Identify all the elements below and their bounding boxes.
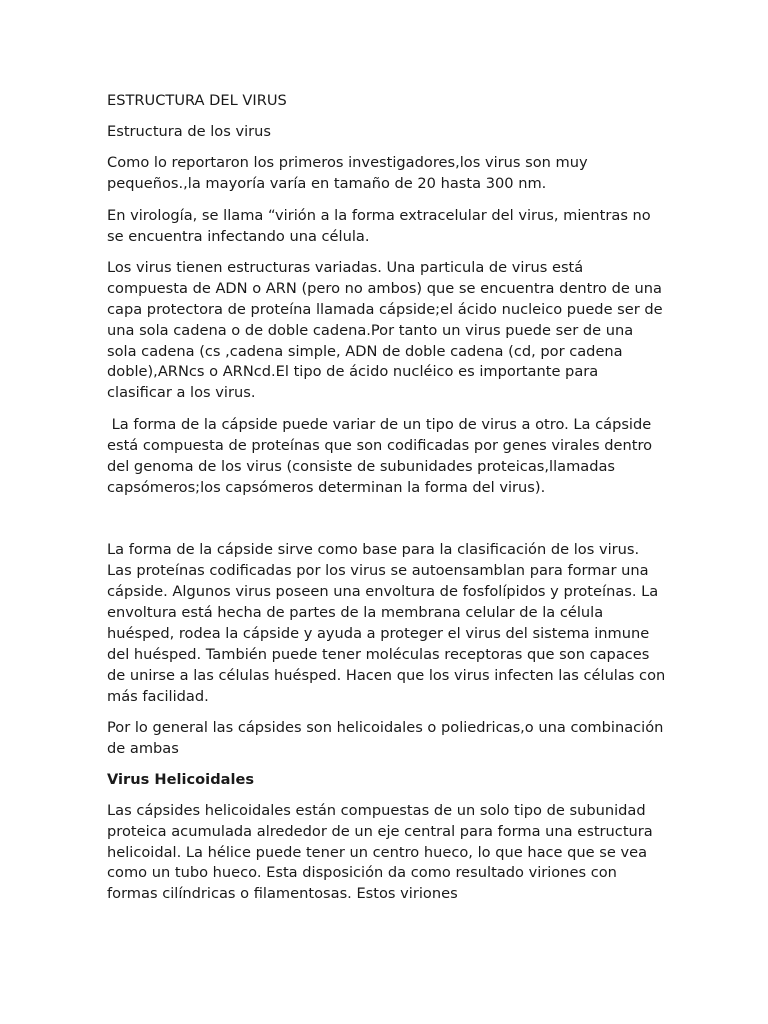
document-title: ESTRUCTURA DEL VIRUS: [107, 92, 287, 109]
section-heading-helicoidales: Virus Helicoidales: [107, 771, 255, 789]
empty-paragraph: [107, 509, 667, 530]
paragraph-virion: En virología, se llama “virión a la forma extracelular del virus, mientras no se encuentra infectando una célula.: [107, 206, 651, 245]
paragraph-helicoidales: Las cápsides helicoidales están compuestas de un solo tipo de subunidad proteica acumulada alrededor de un eje central para forma una estructura helicoidal. La hélice puede tener un centro hueco, lo que hace que se vea como un tubo hueco. Esta disposición da como resultado viriones con formas cilíndricas o filamentosas. Estos viriones: [107, 801, 653, 903]
document-body: [107, 91, 667, 916]
document-subtitle: Estructura de los virus: [107, 122, 272, 140]
paragraph-size: Como lo reportaron los primeros investigadores,los virus son muy pequeños.,la mayoría varía en tamaño de 20 hasta 300 nm.: [107, 154, 588, 193]
paragraph-capsid-shape: La forma de la cápside puede variar de un tipo de virus a otro. La cápside está compuesta de proteínas que son codificadas por genes virales dentro del genoma de los virus (consiste de subunidades proteicas,llamadas capsómeros;los capsómeros determinan la forma del virus).: [107, 415, 657, 496]
paragraph-classification: La forma de la cápside sirve como base para la clasificación de los virus. Las proteínas codificadas por los virus se autoensamblan para formar una cápside. Algunos virus poseen una envoltura de fosfolípidos y proteínas. La envoltura está hecha de partes de la membrana celular de la célula huésped, rodea la cápside y ayuda a proteger el virus del sistema inmune del huésped. También puede tener moléculas receptoras que son capaces de unirse a las células huésped. Hacen que los virus infecten las células con más facilidad.: [107, 541, 666, 705]
paragraph-structures: Los virus tienen estructuras variadas. Una particula de virus está compuesta de ADN o ARN (pero no ambos) que se encuentra dentro de una capa protectora de proteína llamada cápside;el ácido nucleico puede ser de una sola cadena o de doble cadena.Por tanto un virus puede ser de una sola cadena (cs ,cadena simple, ADN de doble cadena (cd, por cadena doble),ARNcs o ARNcd.El tipo de ácido nucléico es importante para clasificar a los virus.: [107, 258, 663, 402]
paragraph-capsid-types: Por lo general las cápsides son helicoidales o poliedricas,o una combinación de ambas: [107, 719, 664, 757]
